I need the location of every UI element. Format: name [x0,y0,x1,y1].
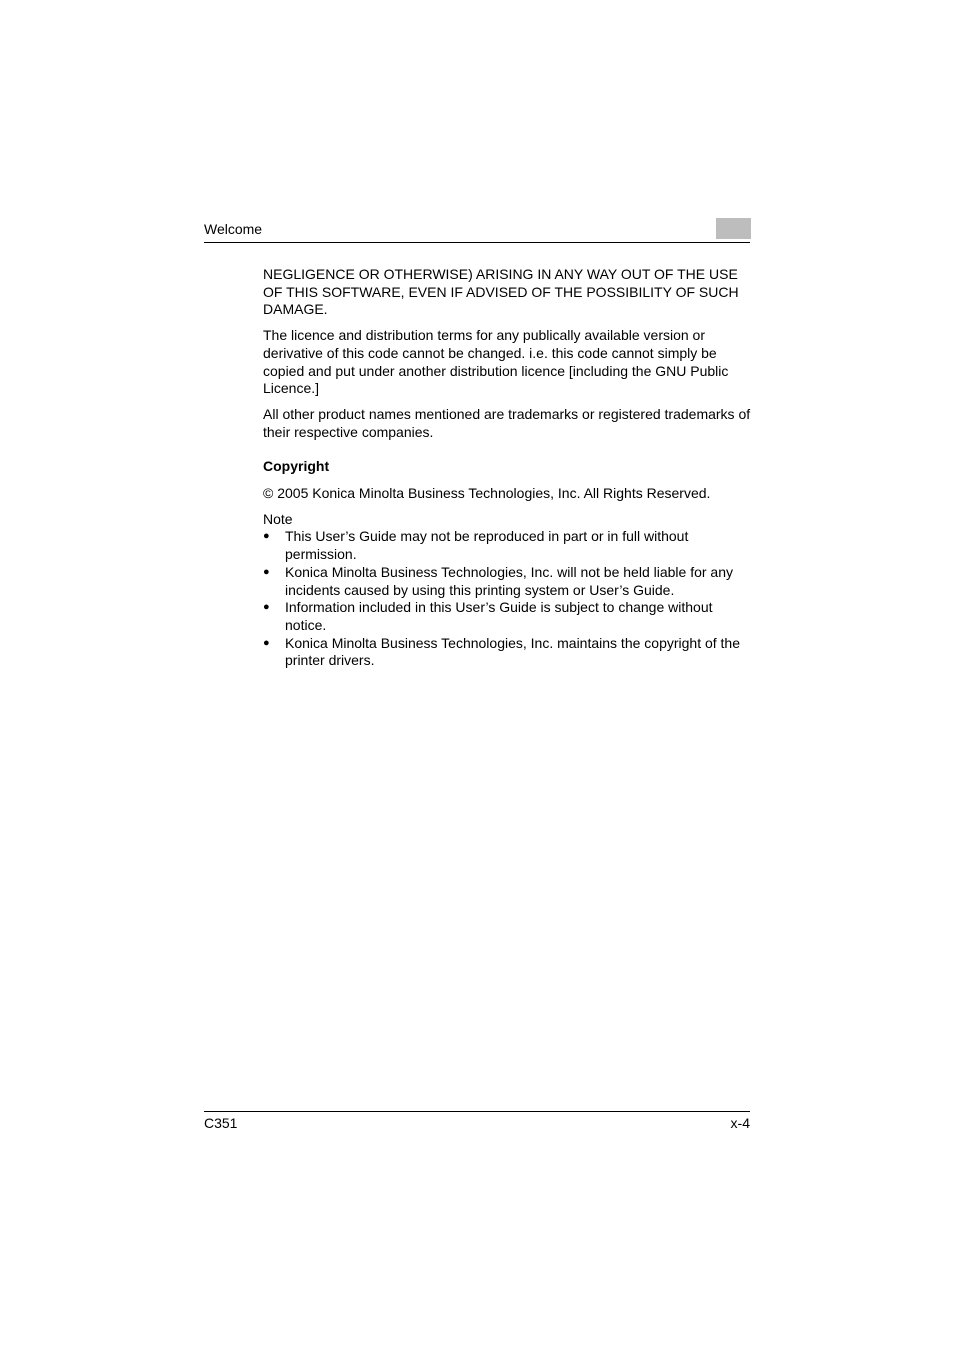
page-number: x-4 [730,1115,750,1131]
list-item [263,635,751,670]
bullet-icon: ● [263,530,270,543]
note-text: Information included in this User’s Guide is subject to change without notice. [285,599,713,633]
paragraph-licence: The licence and distribution terms for any publically available version or derivative of this code cannot be changed. i.e. this code cannot simply be copied and put under another distribution licence [including the GNU Public Licence.] [263,327,729,397]
list-item [263,528,751,563]
section-title: Welcome [204,221,263,237]
note-label: Note [263,510,293,527]
bullet-icon: ● [263,601,270,614]
paragraph-trademarks: All other product names mentioned are trademarks or registered trademarks of their respective companies. [263,405,751,440]
note-text: Konica Minolta Business Technologies, Inc. will not be held liable for any incidents caused by using this printing system or User’s Guide. [285,563,733,598]
section-tab-marker [716,218,751,239]
paragraph-disclaimer: NEGLIGENCE OR OTHERWISE) ARISING IN ANY WAY OUT OF THE USE OF THIS SOFTWARE, EVEN IF ADVISED OF THE POSSIBILITY OF SUCH DAMAGE. [263,266,739,318]
header-divider [204,242,750,243]
model-name: C351 [204,1115,238,1131]
note-text: This User’s Guide may not be reproduced in part or in full without permission. [285,528,689,563]
note-text: Konica Minolta Business Technologies, Inc. maintains the copyright of the printer drivers. [285,634,740,669]
page-body [263,266,751,670]
list-item [263,564,751,599]
copyright-heading: Copyright [263,458,330,475]
footer-divider [204,1111,750,1112]
bullet-icon: ● [263,565,270,578]
list-item [263,599,751,634]
note-list [263,528,751,670]
bullet-icon: ● [263,636,270,649]
copyright-text: © 2005 Konica Minolta Business Technologies, Inc. All Rights Reserved. [263,485,711,502]
